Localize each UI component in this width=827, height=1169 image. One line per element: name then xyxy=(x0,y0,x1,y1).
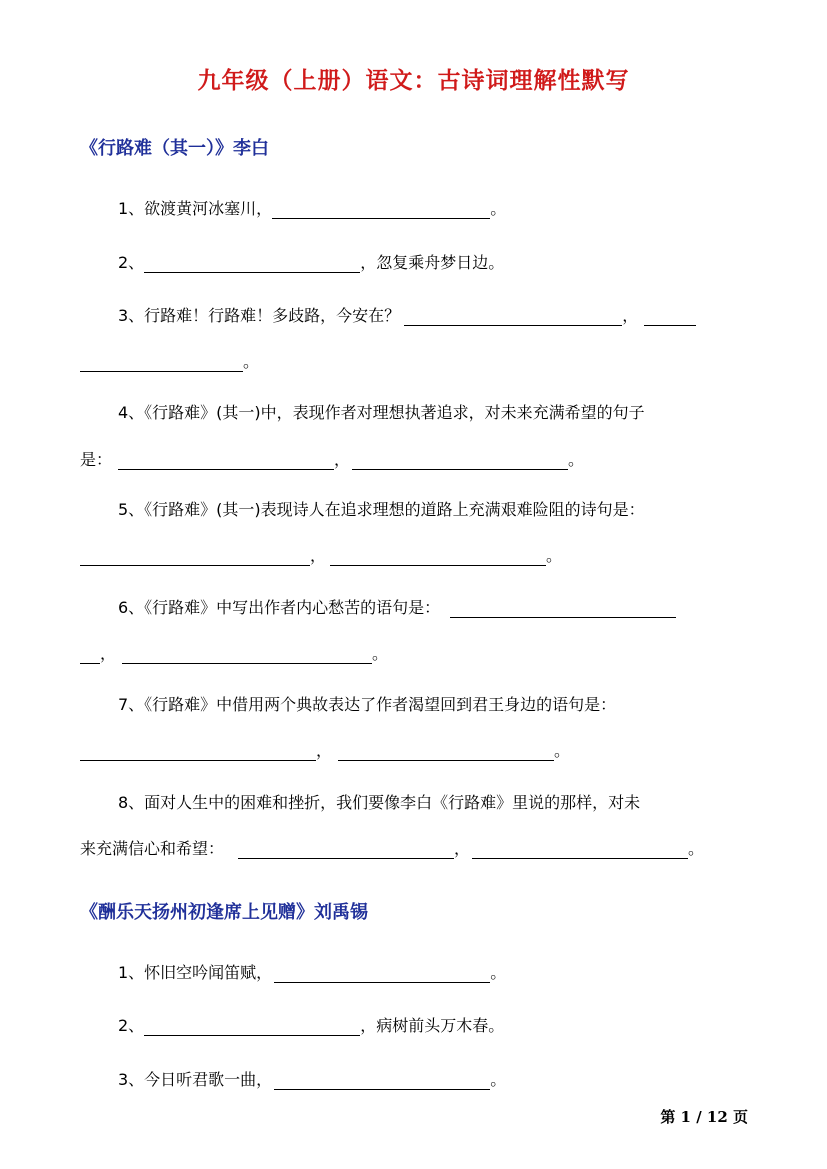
question-text: ，忽复乘舟梦日边。 xyxy=(360,253,505,272)
question-text: 2、 xyxy=(118,253,145,272)
question-3-cont xyxy=(80,352,259,372)
punctuation: 。 xyxy=(490,963,507,982)
question-3 xyxy=(118,1070,506,1090)
question-2 xyxy=(118,1016,504,1036)
question-text: 4、《行路难》(其一)中，表现作者对理想执著追求，对未来充满希望的句子 xyxy=(118,403,645,422)
question-7-cont xyxy=(80,741,570,761)
punctuation: 。 xyxy=(490,1070,507,1089)
section-heading-xingluan: 《行路难（其一）》李白 xyxy=(80,138,269,159)
question-4 xyxy=(118,403,645,423)
question-text: 5、《行路难》(其一)表现诗人在追求理想的道路上充满艰难险阻的诗句是： xyxy=(118,500,645,519)
answer-blank[interactable] xyxy=(272,200,490,219)
question-text: 8、面对人生中的困难和挫折，我们要像李白《行路难》里说的那样，对未 xyxy=(118,793,641,812)
punctuation: ， xyxy=(334,450,351,469)
question-text: 3、行路难！行路难！多歧路，今安在？ xyxy=(118,306,401,325)
punctuation: 。 xyxy=(554,741,571,760)
question-text: 2、 xyxy=(118,1016,145,1035)
section-heading-chouletian: 《酬乐天扬州初逢席上见赠》刘禹锡 xyxy=(80,902,368,923)
punctuation: 。 xyxy=(568,450,585,469)
question-text: 1、欲渡黄河冰塞川， xyxy=(118,199,273,218)
question-2 xyxy=(118,253,504,273)
question-text: 3、今日听君歌一曲， xyxy=(118,1070,273,1089)
question-5 xyxy=(118,500,645,520)
answer-blank[interactable] xyxy=(274,964,490,983)
answer-blank[interactable] xyxy=(80,547,310,566)
answer-blank[interactable] xyxy=(338,742,554,761)
question-text: 1、怀旧空吟闻笛赋， xyxy=(118,963,273,982)
answer-blank[interactable] xyxy=(450,599,676,618)
punctuation: ， xyxy=(310,546,327,565)
answer-blank[interactable] xyxy=(472,840,688,859)
answer-blank[interactable] xyxy=(122,645,372,664)
punctuation: ， xyxy=(454,839,471,858)
punctuation: 。 xyxy=(372,644,389,663)
question-text: ，病树前头万木春。 xyxy=(360,1016,505,1035)
answer-blank[interactable] xyxy=(144,1017,360,1036)
punctuation: ， xyxy=(622,306,639,325)
question-3 xyxy=(118,306,696,326)
question-5-cont xyxy=(80,546,562,566)
punctuation: 。 xyxy=(490,199,507,218)
question-7 xyxy=(118,695,616,715)
question-text: 来充满信心和希望： xyxy=(80,839,225,858)
answer-blank[interactable] xyxy=(352,451,568,470)
question-text: 7、《行路难》中借用两个典故表达了作者渴望回到君王身边的语句是： xyxy=(118,695,617,714)
punctuation: 。 xyxy=(688,839,705,858)
punctuation: 。 xyxy=(243,352,260,371)
question-text: 6、《行路难》中写出作者内心愁苦的语句是： xyxy=(118,598,441,617)
question-8 xyxy=(118,793,640,813)
answer-blank[interactable] xyxy=(404,307,622,326)
punctuation: ， xyxy=(100,644,117,663)
question-6 xyxy=(118,598,676,618)
punctuation: 。 xyxy=(546,546,563,565)
answer-blank[interactable] xyxy=(330,547,546,566)
answer-blank[interactable] xyxy=(80,645,100,664)
answer-blank[interactable] xyxy=(80,742,316,761)
question-1 xyxy=(118,963,506,983)
page-title: 九年级（上册）语文：古诗词理解性默写 xyxy=(197,67,630,94)
answer-blank[interactable] xyxy=(118,451,334,470)
page-number: 第 1 / 12 页 xyxy=(660,1108,748,1126)
answer-blank[interactable] xyxy=(144,254,360,273)
question-4-cont xyxy=(80,450,584,470)
answer-blank[interactable] xyxy=(238,840,454,859)
answer-blank[interactable] xyxy=(644,307,696,326)
question-1 xyxy=(118,199,506,219)
answer-blank[interactable] xyxy=(274,1071,490,1090)
question-6-cont xyxy=(80,644,388,664)
question-8-cont xyxy=(80,839,704,859)
question-text: 是： xyxy=(80,450,113,469)
answer-blank[interactable] xyxy=(80,353,243,372)
punctuation: ， xyxy=(316,741,333,760)
